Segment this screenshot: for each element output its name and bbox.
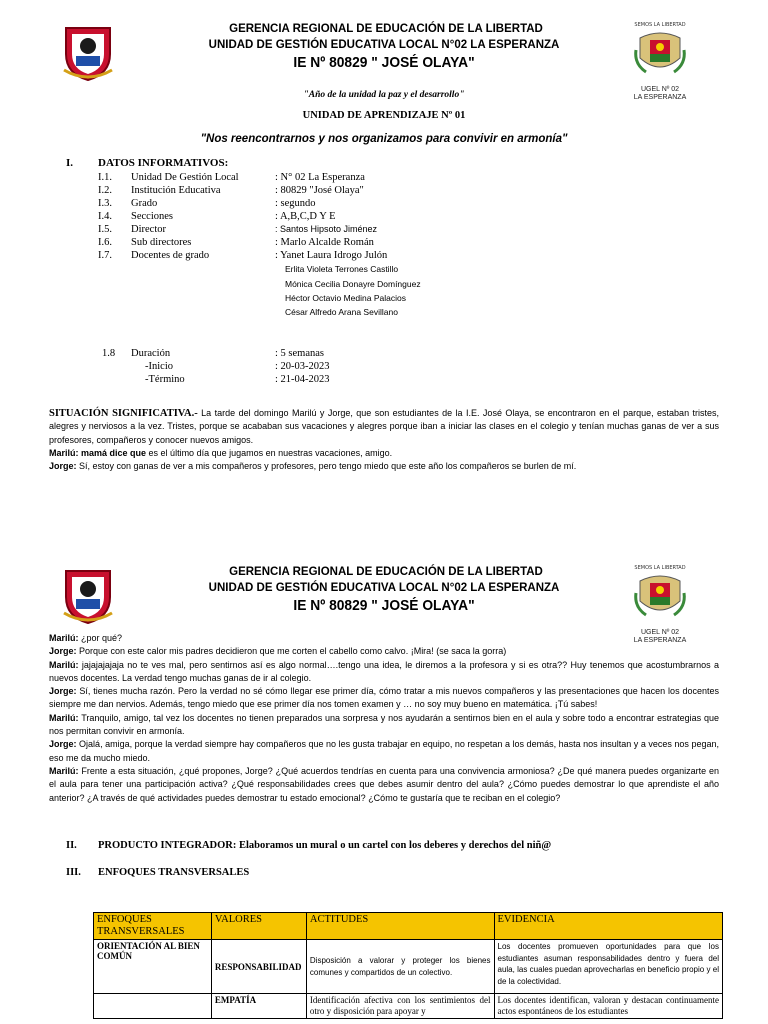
school-name: IE Nº 80829 " JOSÉ OLAYA" — [293, 597, 475, 614]
unit-heading: UNIDAD DE APRENDIZAJE Nº 01 — [302, 110, 466, 121]
ugel-caption: UGEL Nº 02 LA ESPERANZA — [633, 86, 687, 101]
table-row — [94, 994, 723, 1019]
teacher-name: Mónica Cecilia Donayre Domínguez — [285, 279, 421, 289]
table-cell — [94, 994, 212, 1019]
table-cell: Disposición a valorar y proteger los bienes comunes y compartidos de un colectivo. — [306, 940, 494, 994]
ugel-caption: UGEL Nº 02 LA ESPERANZA — [633, 629, 687, 644]
section-1-number: I. — [66, 157, 74, 169]
dialogue-line: Marilú: Frente a esta situación, ¿qué propones, Jorge? ¿Qué acuerdos tendrías en cuenta para una convivencia armoniosa? ¿De qué manera puedes organizarte en el aula para tener una participación activa? ¿Qué responsabilidades crees que debes asumir dentro del aula? ¿Cómo puedes demostrar lo que aprendiste el año anterior? ¿A través de qué actividades puedes demostrar tu estado emocional? ¿Cómo te gustaría que te reciban en el colegio? — [49, 765, 719, 803]
ugel-seal-logo — [632, 563, 688, 623]
table-cell: RESPONSABILIDAD — [211, 940, 306, 994]
dialogue-block — [49, 632, 719, 805]
ugel-seal-logo — [632, 20, 688, 80]
table-cell: Identificación afectiva con los sentimientos del otro y disposición para apoyar y — [306, 994, 494, 1019]
page-header-1 — [0, 20, 768, 100]
info-row: I.7. Docentes de grado : Yanet Laura Idrogo Julón — [98, 250, 388, 261]
info-row: I.6. Sub directores : Marlo Alcalde Román — [98, 237, 374, 248]
info-row: I.3. Grado : segundo — [98, 198, 316, 209]
table-header-row — [94, 913, 723, 940]
teacher-name: Héctor Octavio Medina Palacios — [285, 293, 406, 303]
section-3-title: ENFOQUES TRANSVERSALES — [98, 867, 250, 878]
table-header-cell: ACTITUDES — [306, 913, 494, 940]
dialogue-line: Marilú: ¿por qué? — [49, 633, 123, 643]
teacher-name: César Alfredo Arana Sevillano — [285, 307, 398, 317]
enfoques-table — [93, 912, 723, 1019]
teacher-name: Erlita Violeta Terrones Castillo — [285, 264, 399, 274]
page-header-2 — [0, 563, 768, 643]
start-date-row: -Inicio : 20-03-2023 — [145, 361, 330, 372]
dialogue-line: Marilú: Tranquilo, amigo, tal vez los docentes no tienen preparados una sorpresa y nos ayudarán a sentirnos bien en el aula y sobre todo a encontrar estrategias que nos permitan convivir en armonía. — [49, 712, 719, 737]
year-motto: "Año de la unidad la paz y el desarrollo" — [303, 90, 465, 100]
table-header-cell: ENFOQUES TRANSVERSALES — [94, 913, 212, 940]
school-name: IE Nº 80829 " JOSÉ OLAYA" — [293, 54, 475, 71]
table-cell: ORIENTACIÓN AL BIEN COMÚN — [94, 940, 212, 994]
dialogue-line: Jorge: Ojalá, amiga, porque la verdad siempre hay compañeros que no les gusta trabajar en equipo, no respetan a los demás, hasta nos insultan y a veces nos pegan, eso me da mucho miedo. — [49, 739, 719, 763]
section-1-title: DATOS INFORMATIVOS: — [98, 157, 229, 169]
dialogue-line: Jorge: Porque con este calor mis padres decidieron que me corten el cabello como calvo. ¡Mira! (se saca la gorra) — [49, 646, 507, 657]
table-row — [94, 940, 723, 994]
duration-row: 1.8 Duración : 5 semanas — [102, 348, 324, 359]
table-header-cell: EVIDENCIA — [494, 913, 723, 940]
dialogue-line: Jorge: Sí, tienes mucha razón. Pero la verdad no sé cómo llegar ese primer día, cómo tratar a mis nuevos compañeros y las presentaciones que hacen los docentes siempre me dan nervios. Además, tengo miedo que ese primer día nos tomen examen y … no soy muy bueno en matemática. ¡Tú sabes! — [49, 686, 719, 710]
info-row: I.2. Institución Educativa : 80829 "José Olaya" — [98, 185, 364, 196]
dialogue-line: Marilú: jajajajajaja no te ves mal, pero sentirnos así es algo normal….tengo una idea, le diremos a la profesora y si es otra?? Huy tenemos que acostumbrarnos a nuevos docentes. La verdad tengo muchas ganas de ir al colegio. — [49, 659, 719, 683]
table-header-cell: VALORES — [211, 913, 306, 940]
end-date-row: -Término : 21-04-2023 — [145, 374, 330, 385]
table-cell: Los docentes identifican, valoran y destacan continuamente actos espontáneos de los estudiantes — [494, 994, 723, 1019]
header-line-1: GERENCIA REGIONAL DE EDUCACIÓN DE LA LIBERTAD — [229, 566, 543, 578]
table-cell: Los docentes promueven oportunidades para que los estudiantes asuman responsabilidades dentro y fuera del aula, las cuales puedan aprovecharlas en beneficio propio y el de la colectividad. — [494, 940, 723, 994]
section-3-number: III. — [66, 867, 81, 878]
situation-paragraph: SITUACIÓN SIGNIFICATIVA.- La tarde del domingo Marilú y Jorge, que son estudiantes de la I.E. José Olaya, se encontraron en el parque, estaban tristes, alegres y nerviosos a la vez. Tristes, porque se acababan sus vacaciones y alegres porque iban a iniciar las clases en el colegio y tenían muchas ganas de ver a sus profesores, compañeros y conocer nuevos amigos. Marilú: mamá dice que es el último día que jugamos en nuestras vacaciones, amigo. Jorge: Sí, estoy con ganas de ver a mis compañeros y profesores, pero tengo miedo que este año los compañeros se burlen de mí. — [49, 408, 720, 472]
header-line-2: UNIDAD DE GESTIÓN EDUCATIVA LOCAL N°02 LA ESPERANZA — [208, 582, 560, 594]
info-row: I.4. Secciones : A,B,C,D Y E — [98, 211, 336, 222]
info-row: I.5. Director : Santos Hipsoto Jiménez — [98, 224, 378, 235]
header-line-1: GERENCIA REGIONAL DE EDUCACIÓN DE LA LIBERTAD — [229, 23, 543, 35]
header-line-2: UNIDAD DE GESTIÓN EDUCATIVA LOCAL N°02 LA ESPERANZA — [208, 39, 560, 51]
table-cell: EMPATÍA — [211, 994, 306, 1019]
svg-text:SEMOS LA LIBERTAD: SEMOS LA LIBERTAD — [634, 22, 686, 28]
section-2-title: PRODUCTO INTEGRADOR: Elaboramos un mural o un cartel con los deberes y derechos del niñ@ — [98, 840, 552, 851]
section-2-number: II. — [66, 840, 77, 851]
svg-text:SEMOS LA LIBERTAD: SEMOS LA LIBERTAD — [634, 565, 686, 571]
info-row: I.1. Unidad De Gestión Local : N° 02 La Esperanza — [98, 172, 365, 183]
unit-title: "Nos reencontrarnos y nos organizamos para convivir en armonía" — [200, 133, 568, 145]
situation-label: SITUACIÓN SIGNIFICATIVA.- — [49, 408, 198, 419]
